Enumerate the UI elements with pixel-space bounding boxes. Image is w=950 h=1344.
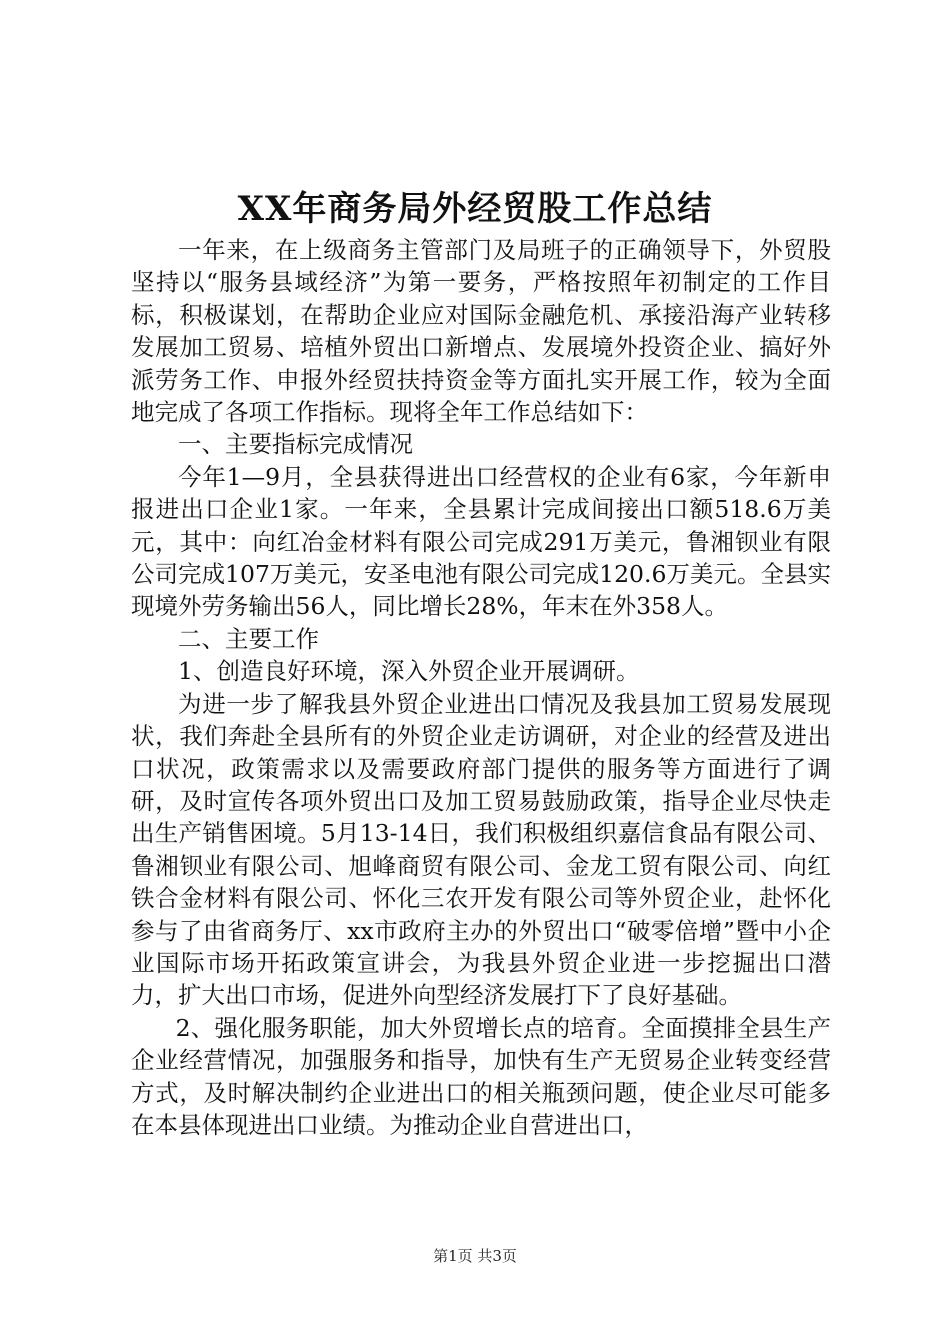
- paragraph-service-functions: 2、强化服务职能，加大外贸增长点的培育。全面摸排全县生产企业经营情况，加强服务和指导，加快有生产无贸易企业转变经营方式，及时解决制约企业进出口的相关瓶颈问题，使企业尽可能多在本县体现进出口业绩。为推动企业自营进出口，: [131, 1013, 831, 1139]
- section-heading-main-work: 二、主要工作: [178, 624, 319, 653]
- page-footer: 第1页 共3页: [433, 1247, 517, 1265]
- paragraph-intro: 一年来，在上级商务主管部门及局班子的正确领导下，外贸股坚持以“服务县域经济”为第一要务，严格按照年初制定的工作目标，积极谋划，在帮助企业应对国际金融危机、承接沿海产业转移发展加工贸易、培植外贸出口新增点、发展境外投资企业、搞好外派劳务工作、申报外经贸扶持资金等方面扎实开展工作，较为全面地完成了各项工作指标。现将全年工作总结如下：: [131, 236, 831, 427]
- subheading-environment: 1、创造良好环境，深入外贸企业开展调研。: [178, 657, 640, 686]
- document-title: XX年商务局外经贸股工作总结: [237, 189, 713, 229]
- paragraph-research: 为进一步了解我县外贸企业进出口情况及我县加工贸易发展现状，我们奔赴全县所有的外贸企业走访调研，对企业的经营及进出口状况，政策需求以及需要政府部门提供的服务等方面进行了调研，及时宣传各项外贸出口及加工贸易鼓励政策，指导企业尽快走出生产销售困境。5月13-14日，我们积极组织嘉信食品有限公司、鲁湘钡业有限公司、旭峰商贸有限公司、金龙工贸有限公司、向红铁合金材料有限公司、怀化三农开发有限公司等外贸企业，赴怀化参与了由省商务厅、xx市政府主办的外贸出口“破零倍增”暨中小企业国际市场开拓政策宣讲会，为我县外贸企业进一步挖掘出口潜力，扩大出口市场，促进外向型经济发展打下了良好基础。: [131, 689, 831, 1010]
- document-body: [131, 234, 831, 1141]
- paragraph-indicators: 今年1—9月，全县获得进出口经营权的企业有6家，今年新申报进出口企业1家。一年来，全县累计完成间接出口额518.6万美元，其中：向红冶金材料有限公司完成291万美元，鲁湘钡业有限公司完成107万美元，安圣电池有限公司完成120.6万美元。全县实现境外劳务输出56人，同比增长28%，年末在外358人。: [131, 462, 831, 621]
- section-heading-main-indicators: 一、主要指标完成情况: [178, 430, 413, 459]
